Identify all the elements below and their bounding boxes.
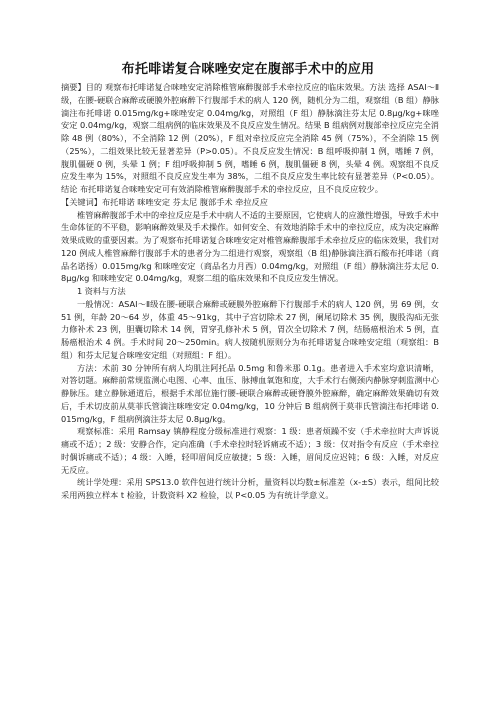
intro-paragraph: 椎管麻醉腹部手术中的牵拉反应是手术中病人不适的主要原因，它使病人的应激性增强，导致手术中生命体征的不平稳，影响麻醉效果及手术操作。如何安全、有效地消除手术中的牵拉反应，成为决定麻醉效果成败的重要因素。为了观察布托啡诺复合咪唑安定对椎管麻醉腹部手术牵拉反应的临床效果，我们对 120 例成人椎管麻醉行腹部手术的患者分为二组进行观察，观察组（B 组)静脉滴注酒石酸布托啡诺（商品名诺扬）0.015mg/kg 和咪唑安定（商品名力月西）0.04mg/kg，对照组（F 组）静脉滴注芬太尼 0.8μg/kg 和咪唑安定 0.04mg/kg，观察二组的临床效果和不良反应发生情况。 [61, 209, 439, 284]
criteria-paragraph: 观察标准：采用 Ramsay 镇静程度分级标准进行观察：1 级：患者烦躁不安（手术牵拉时大声诉说痛或不适）；2 级：安静合作，定向准确（手术牵拉时轻诉痛或不适）；3 级：仅对指令有反应（手术牵拉时偶诉痛或不适）；4 级：入睡，轻叩眉间反应敏捷；5 级：入睡，眉间反应迟钝；6 级：入睡，对反应无反应。 [61, 426, 439, 475]
abstract-paragraph: 摘要】目的 观察布托啡诺复合咪唑安定消除椎管麻醉腹部手术牵拉反应的临床效果。方法 选择 ASAⅠ～Ⅱ级，在腰-硬联合麻醉或硬膜外腔麻醉下行腹部手术的病人 120 例，随机分为二组，观察组（B 组）静脉滴注布托啡诺 0.015mg/kg+咪唑安定 0.04mg/kg，对照组（F 组）静脉滴注芬太尼 0.8μg/kg+咪唑安定 0.04mg/kg，观察二组病例的临床效果及不良反应发生情况。结果 B 组病例对腹部牵拉反应完全消除 48 例（80%），不全消除 12 例（20%），F 组对牵拉反应完全消除 45 例（75%），不全消除 15 例（25%），二组效果比较无显著差异（P>0.05）。不良反应发生情况：B 组呼吸抑制 1 例，嗜睡 7 例，腹肌僵硬 0 例，头晕 1 例；F 组呼吸抑制 5 例，嗜睡 6 例，腹肌僵硬 8 例，头晕 4 例。观察组不良反应发生率为 15%，对照组不良反应发生率为 38%，二组不良反应发生率比较有显著差异（P<0.05）。结论 布托啡诺复合咪唑安定可有效消除椎管麻醉腹部手术的牵拉反应，且不良反应较少。 [61, 82, 439, 194]
section-heading: 1 资料与方法 [77, 286, 126, 296]
stats-paragraph: 统计学处理：采用 SPS13.0 软件包进行统计分析，量资料以均数±标准差（x-±S）表示，组间比较采用两独立样本 t 检验，计数资料 X2 检验，以 P<0.05 为有统计学意义。 [61, 477, 439, 500]
document-title: 布托啡诺复合咪唑安定在腹部手术中的应用 [121, 62, 375, 77]
keywords-paragraph [61, 196, 439, 209]
method-paragraph: 方法：术前 30 分钟所有病人均肌注阿托品 0.5mg 和鲁米那 0.1g。患者进入手术室均意识清晰，对答切题。麻醉前常规监测心电图、心率、血压、脉搏血氧饱和度，大手术行右侧颈内静脉穿刺监测中心静脉压。建立静脉通道后，根据手术部位施行腰-硬联合麻醉或硬脊膜外腔麻醉，确定麻醉效果确切有效后，手术切皮前从莫菲氏管滴注咪唑安定 0.04mg/kg，10 分钟后 B 组病例于莫菲氏管滴注布托啡诺 0.015mg/kg，F 组病例滴注芬太尼 0.8μg/kg。 [61, 362, 439, 424]
keywords-label: 【关键词】 [61, 196, 102, 207]
keywords-text: 布托啡诺 咪唑安定 芬太尼 腹部手术 牵拉反应 [101, 196, 268, 207]
general-paragraph: 一般情况：ASAⅠ～Ⅱ级在腰-硬联合麻醉或硬膜外腔麻醉下行腹部手术的病人 120 例，男 69 例，女 51 例，年龄 20～64 岁，体重 45～91kg，其中子宫切除术 27 例，阑尾切除术 35 例，腹股沟疝无张力修补术 23 例，胆囊切除术 14 例，胃穿孔修补术 5 例，胃次全切除术 7 例，结肠癌根治术 5 例，直肠癌根治术 4 例。手术时间 20～250min。病人按随机原则分为布托啡诺复合咪唑安定组（观察组：B 组）和芬太尼复合咪唑安定组（对照组：F 组）。 [61, 298, 439, 360]
document-body [61, 81, 439, 502]
